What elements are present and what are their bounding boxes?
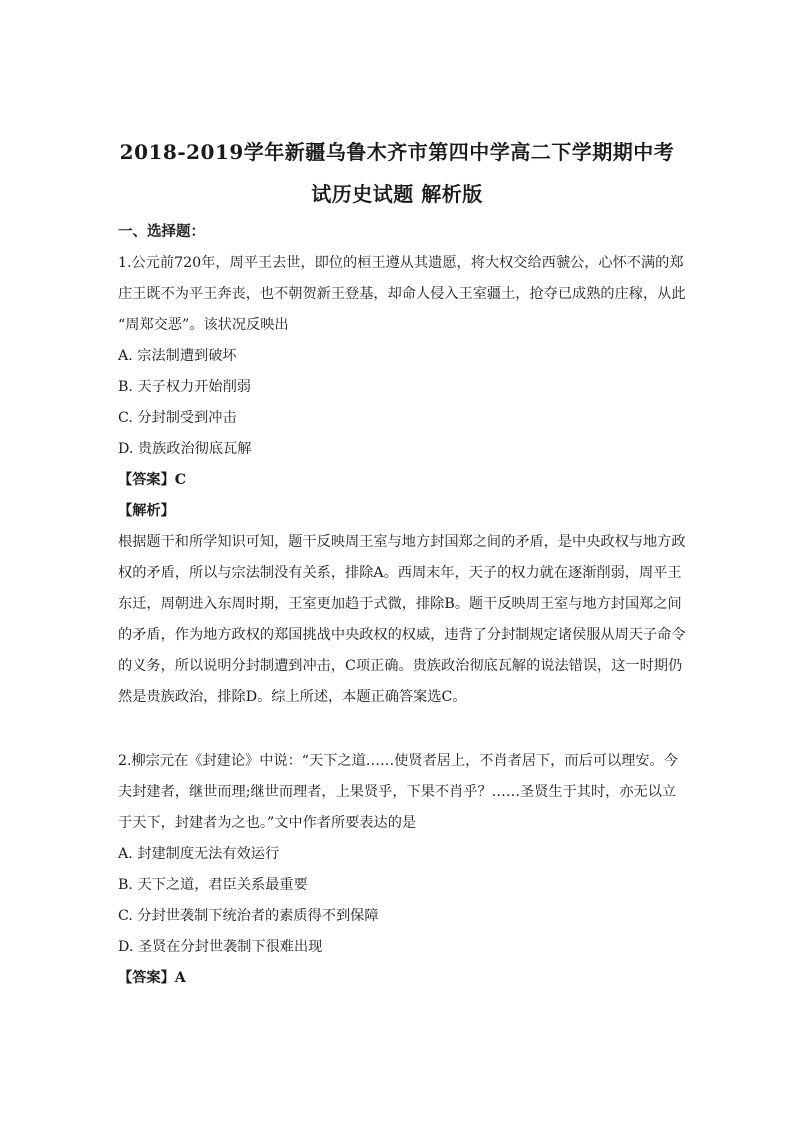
question-stem-line: 2.柳宗元在《封建论》中说：“天下之道……使贤者居上，不肖者居下，而后可以理安。今 [118,753,678,769]
option-a: A. 封建制度无法有效运行 [118,846,280,862]
document-title-line-1: 2018-2019学年新疆乌鲁木齐市第四中学高二下学期期中考 [119,140,675,164]
option-d: D. 贵族政治彻底瓦解 [118,441,252,457]
analysis-line: 的义务，所以说明分封制遭到冲击，C项正确。贵族政治彻底瓦解的说法错误，这一时期仍 [118,658,683,674]
analysis-line: 然是贵族政治，排除D。综上所述，本题正确答案选C。 [118,689,467,705]
question-stem-line: 庄王既不为平王奔丧，也不朝贺新王登基，却命人侵入王室疆土，抢夺已成熟的庄稼，从此 [118,286,686,302]
question-stem-line: 夫封建者，继世而理;继世而理者，上果贤乎，下果不肖乎？……圣贤生于其时，亦无以立 [118,784,677,800]
analysis-line: 权的矛盾，所以与宗法制没有关系，排除A。西周末年，天子的权力就在逐渐削弱，周平王 [118,565,682,581]
analysis-line: 根据题干和所学知识可知，题干反映周王室与地方封国郑之间的矛盾，是中央政权与地方政 [118,534,686,550]
analysis-label: 【解析】 [118,503,175,519]
question-stem-line: 1.公元前720年，周平王去世，即位的桓王遵从其遗愿，将大权交给西虢公，心怀不满的郑 [118,255,684,271]
answer-label: 【答案】C [118,472,187,488]
option-d: D. 圣贤在分封世袭制下很难出现 [118,939,323,955]
question-stem-line: 于天下，封建者为之也。”文中作者所要表达的是 [118,815,417,831]
option-c: C. 分封制受到冲击 [118,410,237,426]
analysis-line: 的矛盾，作为地方政权的郑国挑战中央政权的权威，违背了分封制规定诸侯服从周天子命令 [118,627,686,643]
question-stem-line: “周郑交恶”。该状况反映出 [118,317,289,333]
option-b: B. 天下之道，君臣关系最重要 [118,877,308,893]
section-heading: 一、选择题： [118,223,205,240]
option-a: A. 宗法制遭到破坏 [118,348,237,364]
document-title-line-2: 试历史试题 解析版 [311,182,483,206]
option-c: C. 分封世袭制下统治者的素质得不到保障 [118,908,379,924]
option-b: B. 天子权力开始削弱 [118,379,251,395]
answer-label: 【答案】A [118,970,186,986]
analysis-line: 东迁，周朝进入东周时期，王室更加趋于式微，排除B。题干反映周王室与地方封国郑之间 [118,596,682,612]
